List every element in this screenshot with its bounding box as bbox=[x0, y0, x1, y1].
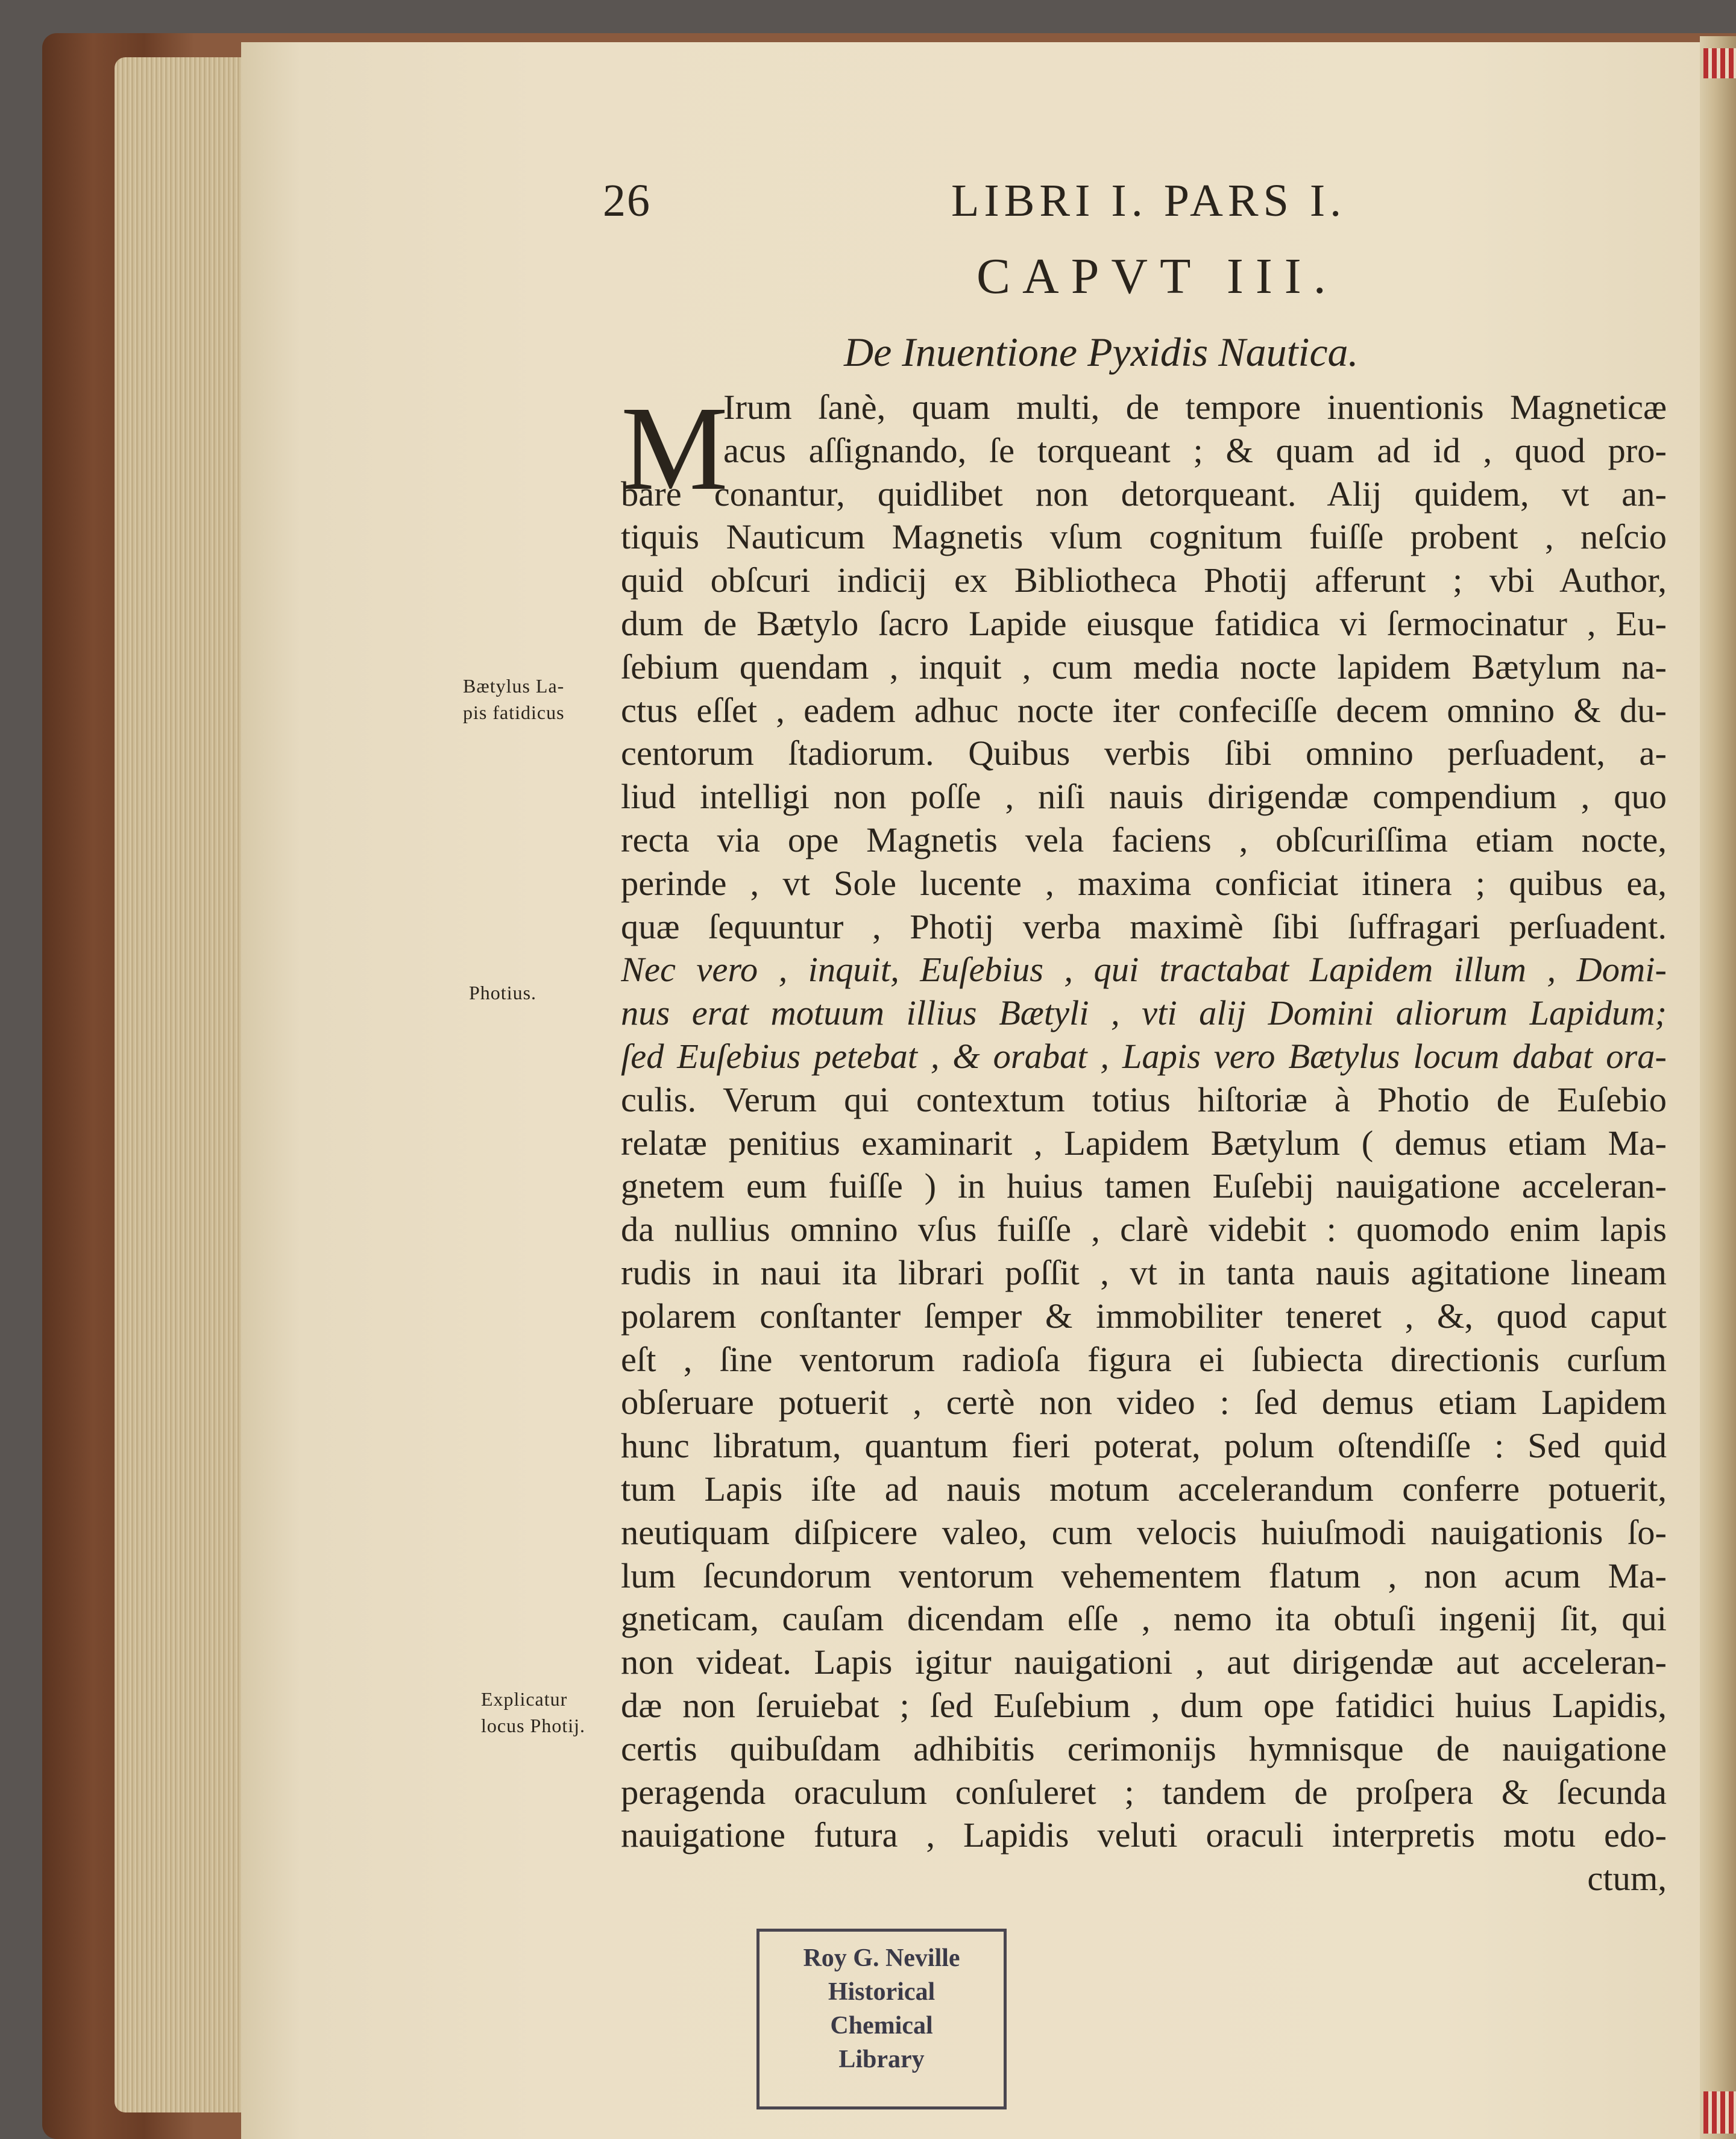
marginal-note-line: locus Photij. bbox=[481, 1715, 586, 1736]
text-line: gnetem eum fuiſſe ) in huius tamen Euſebij nauigatione acceleran- bbox=[621, 1166, 1667, 1206]
text-line: lum ſecundorum ventorum vehementem flatum , non acum Ma- bbox=[621, 1556, 1667, 1595]
library-stamp bbox=[756, 1929, 1007, 2109]
stamp-line: Historical bbox=[828, 1978, 936, 2006]
marginal-note-line: Photius. bbox=[469, 982, 537, 1004]
text-line: Nec vero , inquit, Euſebius , qui tractabat Lapidem illum , Domi- bbox=[621, 950, 1667, 990]
text-line: liud intelligi non poſſe , niſi nauis dirigendæ compendium , quo bbox=[621, 777, 1667, 817]
marginal-note-line: pis fatidicus bbox=[463, 702, 565, 723]
drop-cap: M bbox=[621, 382, 728, 515]
running-title: LIBRI I. PARS I. bbox=[951, 175, 1347, 226]
marginal-note-line: Explicatur bbox=[481, 1688, 568, 1710]
text-line: tiquis Nauticum Magnetis vſum cognitum fuiſſe probent , neſcio bbox=[621, 517, 1667, 557]
marginal-note-line: Bætylus La- bbox=[463, 675, 565, 697]
text-line: perinde , vt Sole lucente , maxima conficiat itinera ; quibus ea, bbox=[621, 863, 1667, 903]
text-line: recta via ope Magnetis vela faciens , obſcuriſſima etiam nocte, bbox=[621, 820, 1667, 859]
marginal-note-photius bbox=[469, 979, 536, 1006]
stamp-line: Library bbox=[838, 2046, 925, 2073]
text-line: obſeruare potuerit , certè non video : ſed demus etiam Lapidem bbox=[621, 1383, 1667, 1422]
text-line: quid obſcuri indicij ex Bibliotheca Photij afferunt ; vbi Author, bbox=[621, 561, 1667, 600]
text-line: Irum ſanè, quam multi, de tempore inuentionis Magneticæ bbox=[723, 388, 1667, 427]
marginal-note-explicatur bbox=[481, 1686, 585, 1739]
binding-thread-bottom bbox=[1703, 2091, 1736, 2134]
text-line: rudis in naui ita librari poſſit , vt in tanta nauis agitatione lineam bbox=[621, 1252, 1667, 1292]
text-line: peragenda oraculum conſuleret ; tandem de proſpera & ſecunda bbox=[621, 1772, 1667, 1812]
text-line: non videat. Lapis igitur nauigationi , aut dirigendæ aut acceleran- bbox=[621, 1642, 1667, 1682]
text-line: polarem conſtanter ſemper & immobiliter teneret , &, quod caput bbox=[621, 1296, 1667, 1336]
text-line: bare conantur, quidlibet non detorqueant. Alij quidem, vt an- bbox=[621, 474, 1667, 514]
text-line: certis quibuſdam adhibitis cerimonijs hymnisque de nauigatione bbox=[621, 1729, 1667, 1768]
text-line: dæ non ſeruiebat ; ſed Euſebium , dum ope fatidici huius Lapidis, bbox=[621, 1685, 1667, 1725]
text-line: nauigatione futura , Lapidis veluti oraculi interpretis motu edo- bbox=[621, 1815, 1667, 1855]
text-line: neutiquam diſpicere valeo, cum velocis huiuſmodi nauigationis ſo- bbox=[621, 1512, 1667, 1552]
text-line: tum Lapis iſte ad nauis motum accelerandum conferre potuerit, bbox=[621, 1469, 1667, 1509]
text-line: culis. Verum qui contextum totius hiſtoriæ à Photio de Euſebio bbox=[621, 1079, 1667, 1119]
chapter-subtitle: De Inuentione Pyxidis Nautica. bbox=[844, 329, 1359, 375]
text-line: ſebium quendam , inquit , cum media nocte lapidem Bætylum na- bbox=[621, 647, 1667, 686]
page-number: 26 bbox=[603, 175, 651, 226]
stamp-line: Chemical bbox=[830, 2012, 933, 2040]
text-line: nus erat motuum illius Bætyli , vti alij Domini aliorum Lapidum; bbox=[621, 993, 1667, 1033]
text-line: centorum ſtadiorum. Quibus verbis ſibi omnino perſuadent, a- bbox=[621, 733, 1667, 773]
text-line: ctum, bbox=[1587, 1859, 1667, 1899]
page-edges bbox=[115, 57, 253, 2112]
text-line: gneticam, cauſam dicendam eſſe , nemo ita obtuſi ingenij ſit, qui bbox=[621, 1599, 1667, 1639]
text-line: quæ ſequuntur , Photij verba maximè ſibi ſuffragari perſuadent. bbox=[621, 906, 1667, 946]
text-line: acus aſſignando, ſe torqueant ; & quam ad id , quod pro- bbox=[723, 430, 1667, 470]
body-text bbox=[621, 382, 1667, 1900]
text-line: ctus eſſet , eadem adhuc nocte iter confeciſſe decem omnino & du- bbox=[621, 690, 1667, 730]
text-line: ſed Euſebius petebat , & orabat , Lapis vero Bætylus locum dabat ora- bbox=[621, 1036, 1667, 1076]
text-line: hunc libratum, quantum fieri poterat, polum oſtendiſſe : Sed quid bbox=[621, 1426, 1667, 1466]
text-line: dum de Bætylo ſacro Lapide eiusque fatidica vi ſermocinatur , Eu- bbox=[621, 603, 1667, 643]
marginal-note-baetylus bbox=[463, 673, 565, 726]
binding-thread-top bbox=[1703, 48, 1736, 78]
text-line: relatæ penitius examinarit , Lapidem Bætylum ( demus etiam Ma- bbox=[621, 1123, 1667, 1163]
text-line: da nullius omnino vſus fuiſſe , clarè videbit : quomodo enim lapis bbox=[621, 1210, 1667, 1249]
text-line: eſt , ſine ventorum radioſa figura ei ſubiecta directionis curſum bbox=[621, 1339, 1667, 1379]
chapter-title: CAPVT III. bbox=[976, 248, 1338, 304]
stamp-line: Roy G. Neville bbox=[803, 1944, 960, 1972]
